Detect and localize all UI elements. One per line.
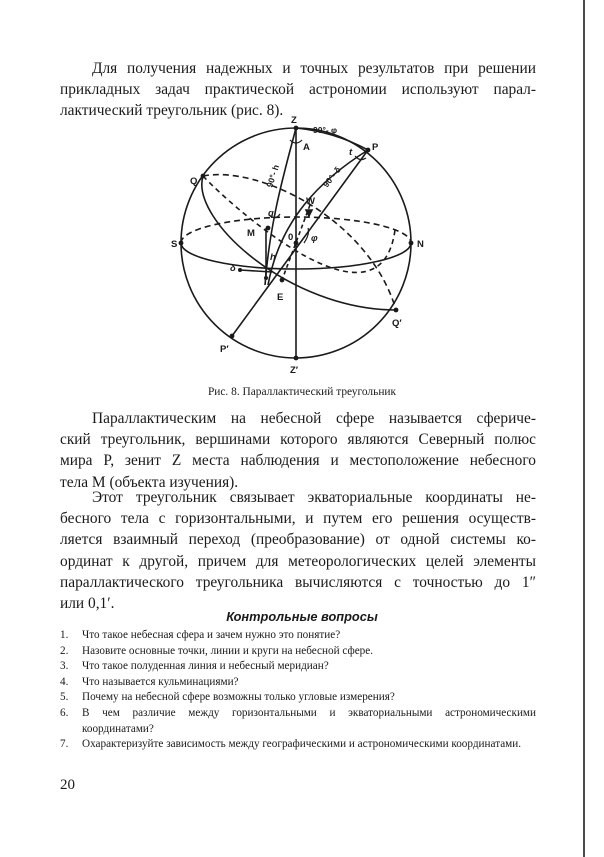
declination-line [240,270,272,272]
label-arc-90-h: 90°- h [264,163,282,189]
parallactic-triangle-figure [170,110,440,380]
question-item [60,659,536,675]
question-number: 5. [60,691,69,704]
question-item [60,628,536,644]
page-edge-line [583,0,585,857]
label-z-lower: Z′ [290,365,299,376]
page-number: 20 [60,777,75,793]
question-text: Что такое небесная сфера и зачем нужно это понятие? [82,629,341,641]
question-text: Назовите основные точки, линии и круги на небесной сфере. [82,644,374,657]
question-text: Почему на небесной сфере возможны только угловые измерения? [82,691,395,704]
question-number: 6. [60,706,69,719]
label-s: S [171,239,178,250]
label-z: Z [291,115,297,126]
question-item [60,706,536,737]
label-e: E [277,292,284,303]
definition-line: мира P, зенит Z места наблюдения и местоположение небесного [60,452,536,470]
question-number: 4. [60,675,69,688]
equator-back [203,175,396,310]
question-text: Что такое полуденная линия и небесный меридиан? [82,660,329,673]
definition-line: Параллактическим на небесной сфере называется сфериче- [92,410,536,427]
question-item [60,737,536,753]
label-arc-90-delta: 90°- δ [320,164,343,190]
coordinates-line: или 0,1′. [60,595,115,613]
question-text: В чем различие между горизонтальными и экваториальными астрономическими координатами? [82,706,536,735]
definition-line: тела M (объекта изучения). [60,473,239,491]
label-q-upper: Q [190,176,198,187]
label-arc-90-phi: 90°- φ [313,125,338,135]
questions-title: Контрольные вопросы [226,609,378,624]
intro-line: лактический треугольник (рис. 8). [60,102,284,120]
coordinates-line: ординат к другой, причем для метеорологических целей элементы [60,552,536,570]
label-w: W [306,196,315,207]
label-a: A [303,142,310,153]
question-number: 7. [60,738,69,751]
intro-line: прикладных задач практической астрономии используют парал- [60,81,536,99]
coordinates-line: Этот треугольник связывает экваториальные координаты не- [92,489,536,506]
label-t: t [349,147,353,158]
coordinates-line: бесного тела с горизонтальными, и путем его решения осуществ- [60,510,536,528]
label-n: N [417,239,424,250]
parallel-circle [203,176,395,272]
label-q-angle: q [268,208,274,219]
label-m: M [247,228,255,239]
label-p-lower: P′ [220,344,229,355]
figure-caption: Рис. 8. Параллактический треугольник [207,386,397,398]
intro-line: Для получения надежных и точных результатов при решении [92,60,536,77]
question-item [60,675,536,691]
coordinates-paragraph [60,487,536,614]
coordinates-line: ляется взаимный переход (преобразование) от одной системы ко- [60,531,536,549]
label-delta: δ [230,263,236,274]
definition-line: ский треугольник, вершинами которого являются Северный полюс [60,431,536,449]
question-item [60,690,536,706]
question-text: Что называется кульминациями? [82,675,239,688]
definition-paragraph [60,408,536,493]
question-number: 3. [60,660,69,673]
coordinates-line: параллактического треугольника вычисляются с точностью до 1″ [60,573,536,591]
question-item [60,644,536,660]
questions-list [60,628,536,753]
question-number: 1. [60,629,69,641]
label-p: P [372,142,379,153]
world-axis [232,150,368,336]
question-text: Охарактеризуйте зависимость между географическими и астрономическими координатами. [82,738,522,751]
label-o: 0 [288,232,294,243]
question-number: 2. [60,644,69,657]
label-q-lower: Q′ [392,318,402,329]
label-phi: φ [311,233,318,244]
label-h: h [270,252,276,263]
equator-front [202,176,396,310]
